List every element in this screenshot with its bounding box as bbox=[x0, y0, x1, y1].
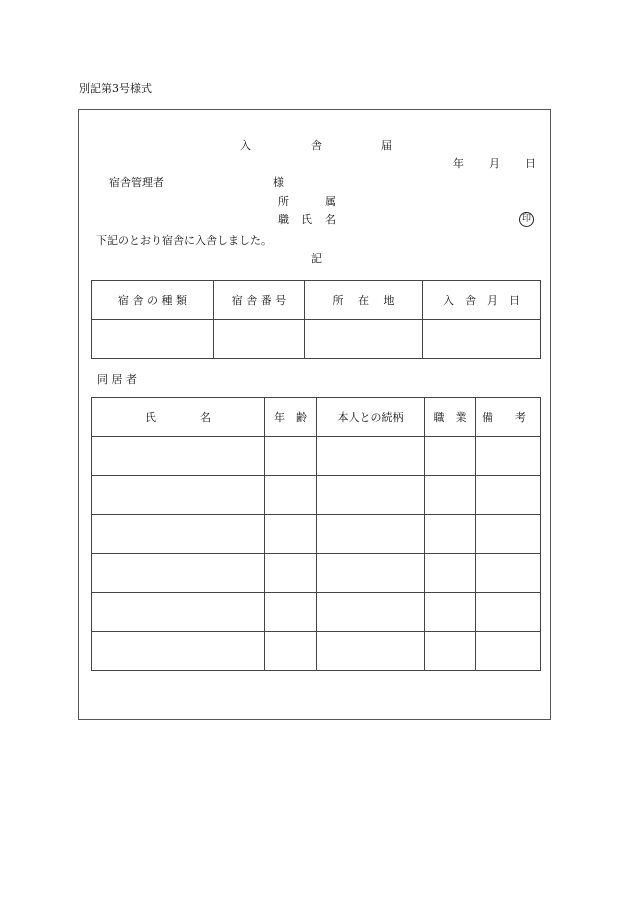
occupation-cell[interactable] bbox=[425, 515, 476, 554]
age-cell[interactable] bbox=[265, 515, 317, 554]
ki-heading: 記 bbox=[311, 252, 322, 265]
title-char-3: 届 bbox=[381, 139, 392, 152]
dormitory-table bbox=[91, 280, 541, 359]
remarks-cell[interactable] bbox=[476, 554, 541, 593]
affiliation-char-2: 属 bbox=[325, 195, 336, 208]
occupation-cell[interactable] bbox=[425, 554, 476, 593]
name-cell[interactable] bbox=[92, 437, 265, 476]
age-cell[interactable] bbox=[265, 437, 317, 476]
dormitory-number-header: 宿 舎 番 号 bbox=[214, 281, 305, 320]
seal-mark: 印 bbox=[519, 212, 534, 227]
dormitory-type-header: 宿 舎 の 種 類 bbox=[92, 281, 214, 320]
dormitory-type-cell[interactable] bbox=[92, 320, 214, 359]
addressee-name: 宿舎管理者 bbox=[109, 176, 164, 189]
location-header: 所 在 地 bbox=[305, 281, 423, 320]
relationship-cell[interactable] bbox=[317, 437, 425, 476]
occupation-cell[interactable] bbox=[425, 593, 476, 632]
remarks-cell[interactable] bbox=[476, 437, 541, 476]
move-in-date-header: 入 舎 月 日 bbox=[423, 281, 541, 320]
name-cell[interactable] bbox=[92, 476, 265, 515]
date-month: 月 bbox=[489, 157, 500, 170]
relationship-header: 本人との続柄 bbox=[317, 398, 425, 437]
name-cell[interactable] bbox=[92, 593, 265, 632]
position-name-char-1: 職 bbox=[278, 213, 289, 226]
date-year: 年 bbox=[453, 157, 464, 170]
statement-text: 下記のとおり宿舎に入舎しました。 bbox=[96, 234, 272, 247]
occupation-cell[interactable] bbox=[425, 437, 476, 476]
name-cell[interactable] bbox=[92, 515, 265, 554]
remarks-cell[interactable] bbox=[476, 515, 541, 554]
title-char-1: 入 bbox=[240, 139, 251, 152]
affiliation-char-1: 所 bbox=[278, 195, 289, 208]
cohabitants-label: 同 居 者 bbox=[97, 373, 137, 386]
remarks-cell[interactable] bbox=[476, 476, 541, 515]
relationship-cell[interactable] bbox=[317, 476, 425, 515]
age-cell[interactable] bbox=[265, 476, 317, 515]
form-number: 別記第3号様式 bbox=[79, 82, 152, 95]
name-cell[interactable] bbox=[92, 632, 265, 671]
date-day: 日 bbox=[525, 157, 536, 170]
relationship-cell[interactable] bbox=[317, 515, 425, 554]
age-header: 年 齢 bbox=[265, 398, 317, 437]
move-in-date-cell[interactable] bbox=[423, 320, 541, 359]
title-char-2: 舎 bbox=[311, 139, 322, 152]
relationship-cell[interactable] bbox=[317, 593, 425, 632]
location-cell[interactable] bbox=[305, 320, 423, 359]
relationship-cell[interactable] bbox=[317, 632, 425, 671]
remarks-header: 備 考 bbox=[476, 398, 541, 437]
remarks-cell[interactable] bbox=[476, 632, 541, 671]
age-cell[interactable] bbox=[265, 554, 317, 593]
name-header: 氏 名 bbox=[92, 398, 265, 437]
occupation-header: 職 業 bbox=[425, 398, 476, 437]
occupation-cell[interactable] bbox=[425, 476, 476, 515]
addressee-honorific: 様 bbox=[273, 176, 284, 189]
age-cell[interactable] bbox=[265, 593, 317, 632]
position-name-char-3: 名 bbox=[325, 213, 336, 226]
position-name-char-2: 氏 bbox=[301, 213, 312, 226]
dormitory-number-cell[interactable] bbox=[214, 320, 305, 359]
age-cell[interactable] bbox=[265, 632, 317, 671]
remarks-cell[interactable] bbox=[476, 593, 541, 632]
cohabitants-table bbox=[91, 397, 541, 671]
relationship-cell[interactable] bbox=[317, 554, 425, 593]
occupation-cell[interactable] bbox=[425, 632, 476, 671]
name-cell[interactable] bbox=[92, 554, 265, 593]
